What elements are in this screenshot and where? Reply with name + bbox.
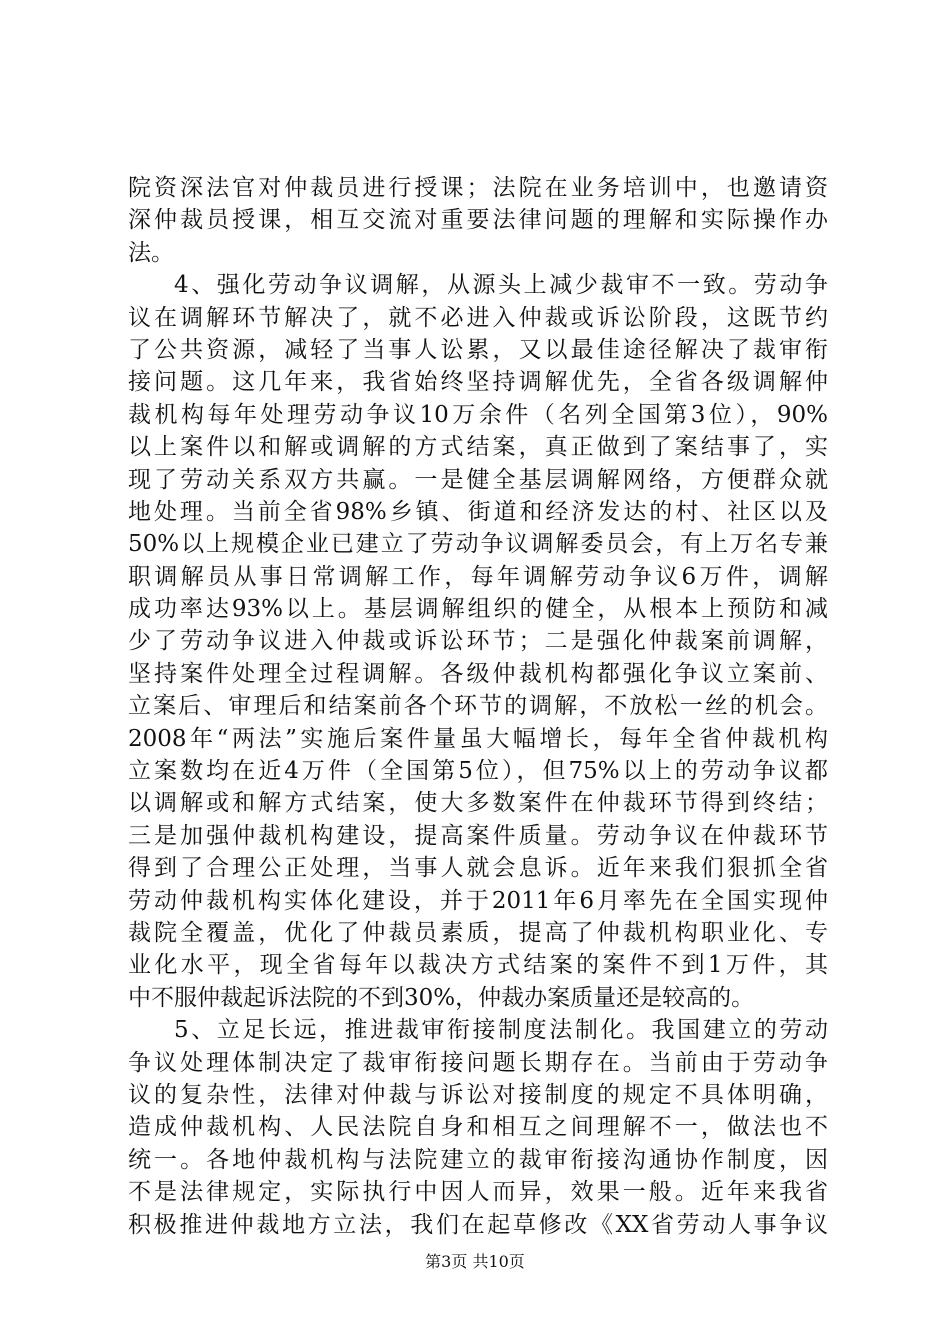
text-line: 议的复杂性，法律对仲裁与诉讼对接制度的规定不具体明确，: [128, 1081, 828, 1108]
text-line: 争议处理体制决定了裁审衔接问题长期存在。当前由于劳动争: [128, 1049, 828, 1076]
text-line: 50%以上规模企业已建立了劳动争议调解委员会，有上万名专兼: [128, 531, 828, 558]
text-line: 院资深法官对仲裁员进行授课；法院在业务培训中，也邀请资: [128, 175, 828, 201]
text-line: 中不服仲裁起诉法院的不到30%，仲裁办案质量还是较高的。: [128, 984, 755, 1011]
text-line: 裁机构每年处理劳动争议10万余件（名列全国第3位），90%: [128, 401, 828, 428]
text-line: 得到了合理公正处理，当事人就会息诉。近年来我们狠抓全省: [128, 855, 828, 882]
text-line: 造成仲裁机构、人民法院自身和相互之间理解不一，做法也不: [128, 1114, 828, 1141]
text-line: 现了劳动关系双方共赢。一是健全基层调解网络，方便群众就: [128, 466, 828, 493]
text-line: 积极推进仲裁地方立法，我们在起草修改《XX省劳动人事争议: [128, 1211, 828, 1238]
text-line: 不是法律规定，实际执行中因人而异，效果一般。近年来我省: [128, 1179, 828, 1206]
text-line: 接问题。这几年来，我省始终坚持调解优先，全省各级调解仲: [128, 369, 828, 396]
text-line: 裁院全覆盖，优化了仲裁员素质，提高了仲裁机构职业化、专: [128, 919, 828, 946]
text-line: 统一。各地仲裁机构与法院建立的裁审衔接沟通协作制度，因: [128, 1146, 828, 1173]
paragraph-5-start: 5、立足长远，推进裁审衔接制度法制化。我国建立的劳动: [174, 1017, 828, 1044]
text-line: 2008年“两法”实施后案件量虽大幅增长，每年全省仲裁机构: [128, 725, 828, 752]
paragraph-4-start: 4、强化劳动争议调解，从源头上减少裁审不一致。劳动争: [174, 272, 828, 299]
text-line: 深仲裁员授课，相互交流对重要法律问题的理解和实际操作办: [128, 207, 828, 234]
text-line: 立案后、审理后和结案前各个环节的调解，不放松一丝的机会。: [128, 693, 828, 720]
text-line: 坚持案件处理全过程调解。各级仲裁机构都强化争议立案前、: [128, 660, 828, 687]
text-line: 职调解员从事日常调解工作，每年调解劳动争议6万件，调解: [128, 563, 828, 590]
text-line: 立案数均在近4万件（全国第5位），但75%以上的劳动争议都: [128, 758, 828, 785]
text-line: 议在调解环节解决了，就不必进入仲裁或诉讼阶段，这既节约: [128, 304, 828, 331]
text-line: 以调解或和解方式结案，使大多数案件在仲裁环节得到终结；: [128, 790, 828, 817]
text-line: 业化水平，现全省每年以裁决方式结案的案件不到1万件，其: [128, 952, 828, 979]
text-line: 成功率达93%以上。基层调解组织的健全，从根本上预防和减: [128, 596, 828, 623]
text-line: 劳动仲裁机构实体化建设，并于2011年6月率先在全国实现仲: [128, 887, 828, 914]
text-line: 法。: [128, 239, 174, 266]
body-text: [128, 172, 828, 1241]
text-line: 了公共资源，减轻了当事人讼累，又以最佳途径解决了裁审衔: [128, 336, 828, 363]
text-line: 三是加强仲裁机构建设，提高案件质量。劳动争议在仲裁环节: [128, 822, 828, 849]
page-number-footer: 第3页 共10页: [425, 1252, 525, 1271]
text-line: 以上案件以和解或调解的方式结案，真正做到了案结事了，实: [128, 434, 828, 461]
text-line: 少了劳动争议进入仲裁或诉讼环节；二是强化仲裁案前调解，: [128, 628, 828, 655]
text-line: 地处理。当前全省98%乡镇、街道和经济发达的村、社区以及: [128, 498, 828, 525]
